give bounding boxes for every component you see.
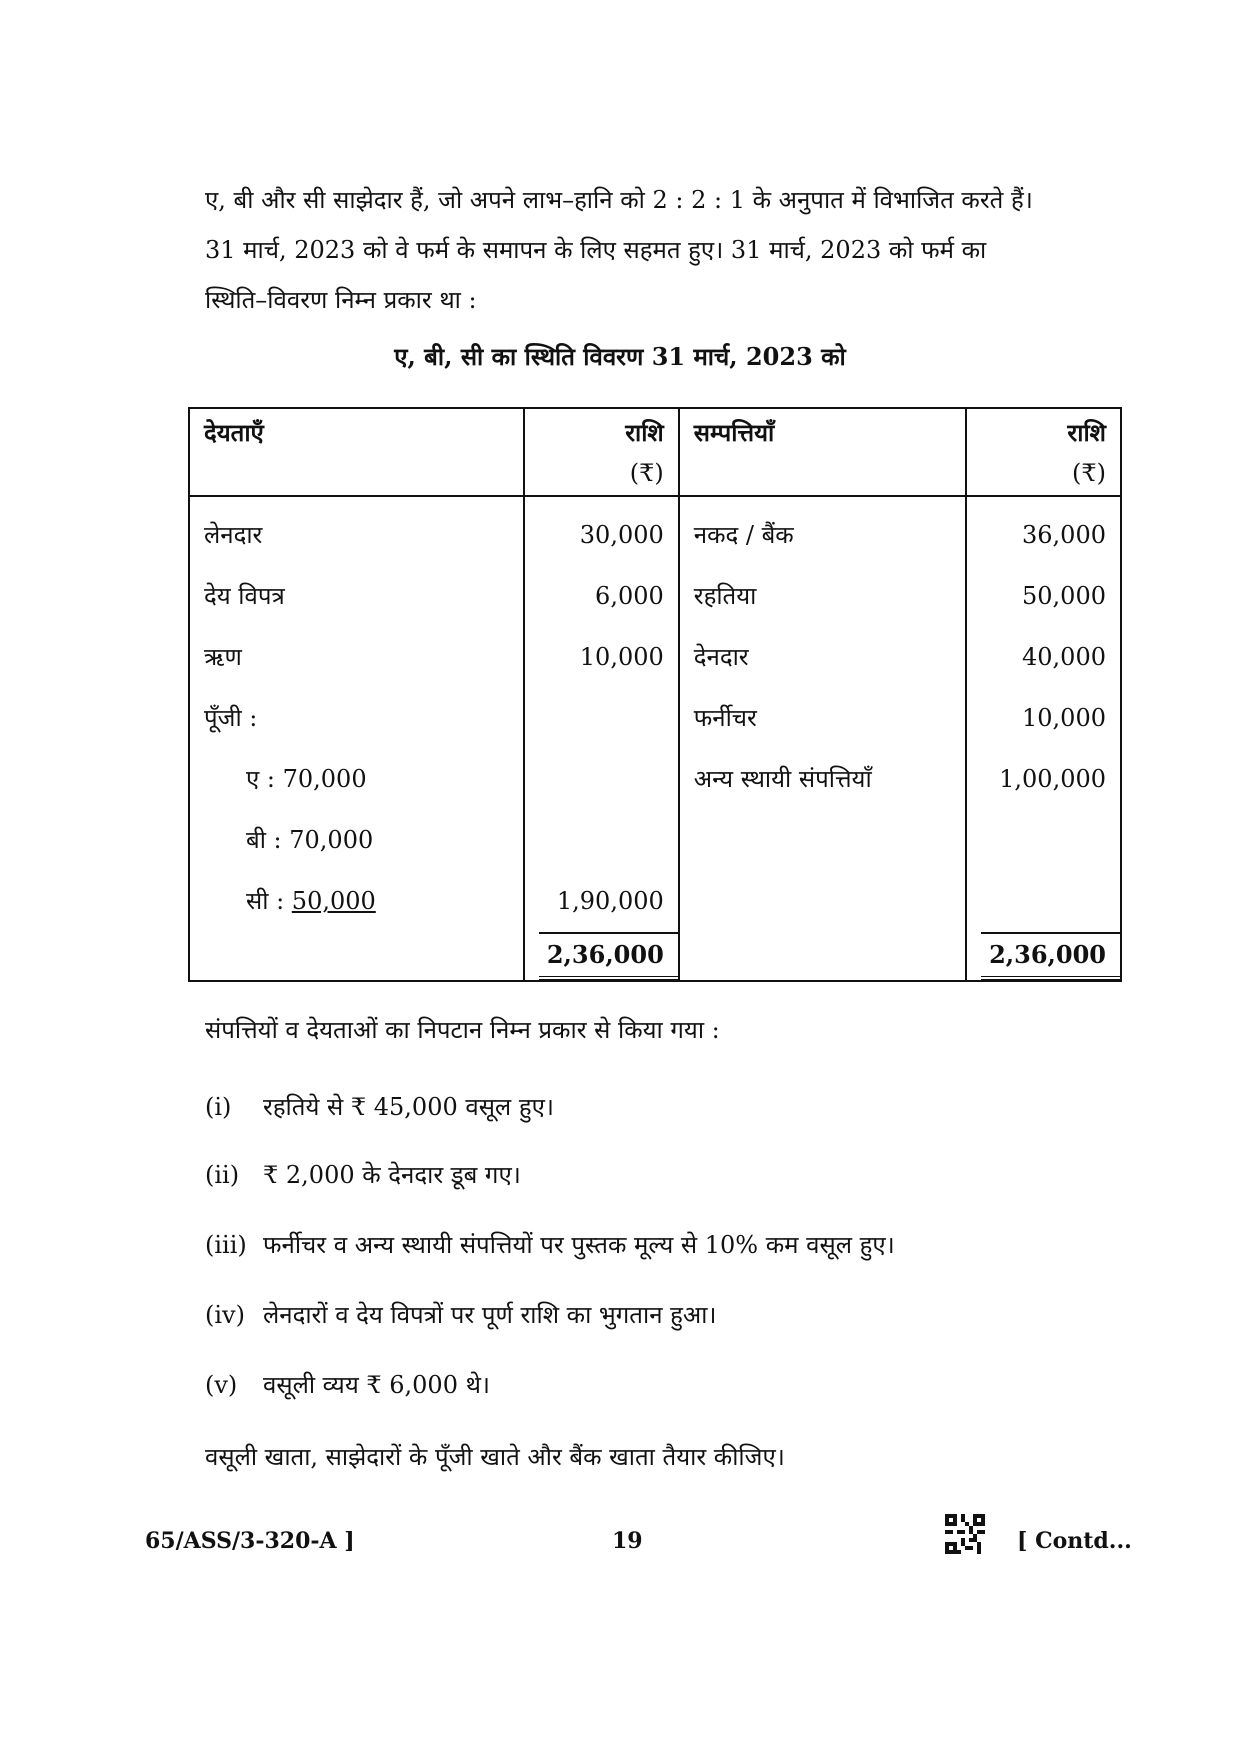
list-item [205, 1158, 521, 1191]
header-amount-assets: राशि (₹) [966, 408, 1121, 496]
capital-c-amount: 50,000 [291, 887, 376, 915]
asset-cell: अन्य स्थायी संपत्तियाँ [679, 749, 966, 810]
asset-amount-cell: 50,000 [966, 566, 1121, 627]
table-row [189, 627, 1121, 688]
asset-amount-cell: 1,00,000 [966, 749, 1121, 810]
liability-amount-cell [524, 749, 679, 810]
header-amount-liabilities: राशि (₹) [524, 408, 679, 496]
asset-cell [679, 871, 966, 932]
liability-amount-cell: 30,000 [524, 496, 679, 566]
item-number: (i) [205, 1093, 232, 1121]
settlement-intro: संपत्तियों व देयताओं का निपटान निम्न प्रकार से किया गया : [205, 1016, 720, 1044]
liability-cell [189, 932, 524, 981]
table-row [189, 871, 1121, 932]
asset-cell: नकद / बैंक [679, 496, 966, 566]
liability-amount-cell: 10,000 [524, 627, 679, 688]
paper-code: 65/ASS/3-320-A ] [145, 1528, 355, 1554]
capital-a-cell: ए : 70,000 [189, 749, 524, 810]
liability-cell: पूँजी : [189, 688, 524, 749]
balance-sheet-title: ए, बी, सी का स्थिति विवरण 31 मार्च, 2023 को [394, 342, 846, 371]
asset-cell [679, 810, 966, 871]
table-row [189, 688, 1121, 749]
liability-amount-cell [524, 810, 679, 871]
liability-amount-cell: 6,000 [524, 566, 679, 627]
total-liabilities: 2,36,000 [524, 932, 679, 981]
list-item [205, 1368, 490, 1401]
item-text: रहतिये से ₹ 45,000 वसूल हुए। [263, 1093, 554, 1121]
liability-cell: लेनदार [189, 496, 524, 566]
item-text: लेनदारों व देय विपत्रों पर पूर्ण राशि का भुगतान हुआ। [263, 1301, 717, 1329]
capital-c-cell [189, 871, 524, 932]
total-assets: 2,36,000 [966, 932, 1121, 981]
item-text: फर्नीचर व अन्य स्थायी संपत्तियों पर पुस्तक मूल्य से 10% कम वसूल हुए। [263, 1231, 895, 1259]
item-number: (ii) [205, 1161, 240, 1189]
item-number: (v) [205, 1371, 238, 1399]
liability-cell: ऋण [189, 627, 524, 688]
item-number: (iv) [205, 1301, 245, 1329]
table-row-total [189, 932, 1121, 981]
list-item [205, 1228, 895, 1261]
instruction-text: वसूली खाता, साझेदारों के पूँजी खाते और बैंक खाता तैयार कीजिए। [205, 1443, 785, 1471]
asset-cell [679, 932, 966, 981]
asset-amount-cell: 40,000 [966, 627, 1121, 688]
list-item [205, 1298, 717, 1331]
asset-amount-cell: 10,000 [966, 688, 1121, 749]
table-row [189, 496, 1121, 566]
liability-amount-cell [524, 688, 679, 749]
item-text: वसूली व्यय ₹ 6,000 थे। [263, 1371, 491, 1399]
asset-amount-cell [966, 871, 1121, 932]
liability-cell: देय विपत्र [189, 566, 524, 627]
header-liabilities: देयताएँ [189, 408, 524, 496]
asset-amount-cell [966, 810, 1121, 871]
item-number: (iii) [205, 1231, 247, 1259]
balance-sheet-table [188, 407, 1122, 982]
intro-paragraph [205, 175, 1060, 325]
intro-line-3: स्थिति–विवरण निम्न प्रकार था : [205, 286, 477, 314]
asset-cell: फर्नीचर [679, 688, 966, 749]
contd-label: [ Contd... [1017, 1528, 1132, 1554]
intro-line-2: 31 मार्च, 2023 को वे फर्म के समापन के लिए सहमत हुए। 31 मार्च, 2023 को फर्म का [205, 236, 987, 264]
header-assets: सम्पत्तियाँ [679, 408, 966, 496]
table-row [189, 810, 1121, 871]
qr-code-icon [945, 1514, 985, 1554]
capital-b-cell: बी : 70,000 [189, 810, 524, 871]
capital-c-prefix: सी : [246, 887, 292, 915]
intro-line-1: ए, बी और सी साझेदार हैं, जो अपने लाभ–हानि को 2 : 2 : 1 के अनुपात में विभाजित करते हैं। [205, 186, 1033, 214]
table-row [189, 749, 1121, 810]
asset-cell: देनदार [679, 627, 966, 688]
asset-cell: रहतिया [679, 566, 966, 627]
page-number: 19 [612, 1528, 643, 1554]
capital-total-cell: 1,90,000 [524, 871, 679, 932]
list-item [205, 1090, 554, 1123]
item-text: ₹ 2,000 के देनदार डूब गए। [263, 1161, 521, 1189]
asset-amount-cell: 36,000 [966, 496, 1121, 566]
table-row [189, 566, 1121, 627]
